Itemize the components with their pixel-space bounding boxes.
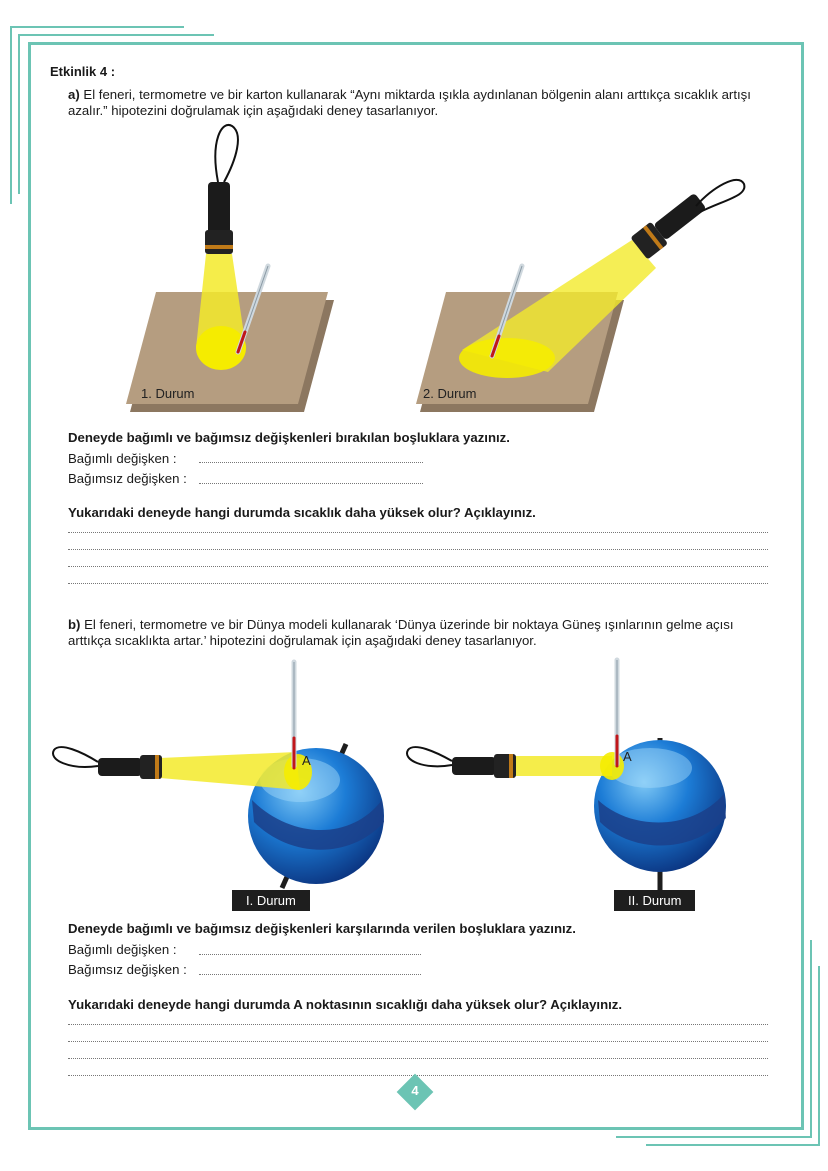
frame-accent-br-2 (810, 940, 812, 1138)
part-b-answer-line-2[interactable] (68, 1041, 768, 1042)
part-a-dependent-label: Bağımlı değişken : (68, 451, 177, 466)
activity-title: Etkinlik 4 : (50, 64, 116, 79)
part-b-explain-question: Yukarıdaki deneyde hangi durumda A noktasının sıcaklığı daha yüksek olur? Açıklayınız. (68, 997, 623, 1012)
frame-accent-br-3 (646, 1144, 820, 1146)
page-number: 4 (411, 1083, 419, 1098)
part-b-answer-line-3[interactable] (68, 1058, 768, 1059)
part-a-independent-label: Bağımsız değişken : (68, 471, 187, 486)
part-b-answer-line-1[interactable] (68, 1024, 768, 1025)
frame-bottom (28, 1127, 804, 1130)
flashlight-4-strap (407, 747, 452, 766)
flashlight-3-strap (53, 747, 98, 767)
case-1-label: 1. Durum (141, 386, 195, 401)
point-a-label-2: A (623, 749, 632, 764)
part-a-explain-question: Yukarıdaki deneyde hangi durumda sıcaklık daha yüksek olur? Açıklayınız. (68, 505, 536, 520)
part-b-marker: b) (68, 617, 81, 632)
part-b-independent-label: Bağımsız değişken : (68, 962, 187, 977)
frame-accent-br-4 (818, 966, 820, 1146)
part-b-variables-question: Deneyde bağımlı ve bağımsız değişkenleri karşılarında verilen boşluklara yazınız. (68, 921, 576, 936)
part-b-dependent-label: Bağımlı değişken : (68, 942, 177, 957)
case-2-label: 2. Durum (423, 386, 477, 401)
part-b-text: El feneri, termometre ve bir Dünya modeli kullanarak ‘Dünya üzerinde bir noktaya Güneş ışınlarının gelme açısı arttıkça sıcaklıkta artar.’ hipotezini doğrulamak için aşağıdaki deney tasarlanıyor. (68, 617, 734, 648)
light-beam-4 (512, 756, 612, 776)
light-beam-3 (160, 752, 300, 790)
flashlight-4-body (452, 757, 496, 775)
point-a-label-1: A (302, 753, 311, 768)
part-b-dependent-answer-line[interactable] (199, 954, 421, 955)
frame-accent-br-1 (616, 1136, 812, 1138)
part-a-variables-question: Deneyde bağımlı ve bağımsız değişkenleri bırakılan boşluklara yazınız. (68, 430, 510, 445)
part-a-text: El feneri, termometre ve bir karton kullanarak “Aynı miktarda ışıkla aydınlanan bölgenin alanı arttıkça sıcaklık artışı azalır.” hipotezini doğrulamak için aşağıdaki deney tasarlanıyor. (68, 87, 751, 118)
case-i-label: I. Durum (232, 890, 310, 911)
flashlight-3-body (98, 758, 142, 776)
part-b-independent-answer-line[interactable] (199, 974, 421, 975)
light-spot-4 (600, 752, 624, 780)
case-ii-label: II. Durum (614, 890, 695, 911)
part-a-marker: a) (68, 87, 80, 102)
